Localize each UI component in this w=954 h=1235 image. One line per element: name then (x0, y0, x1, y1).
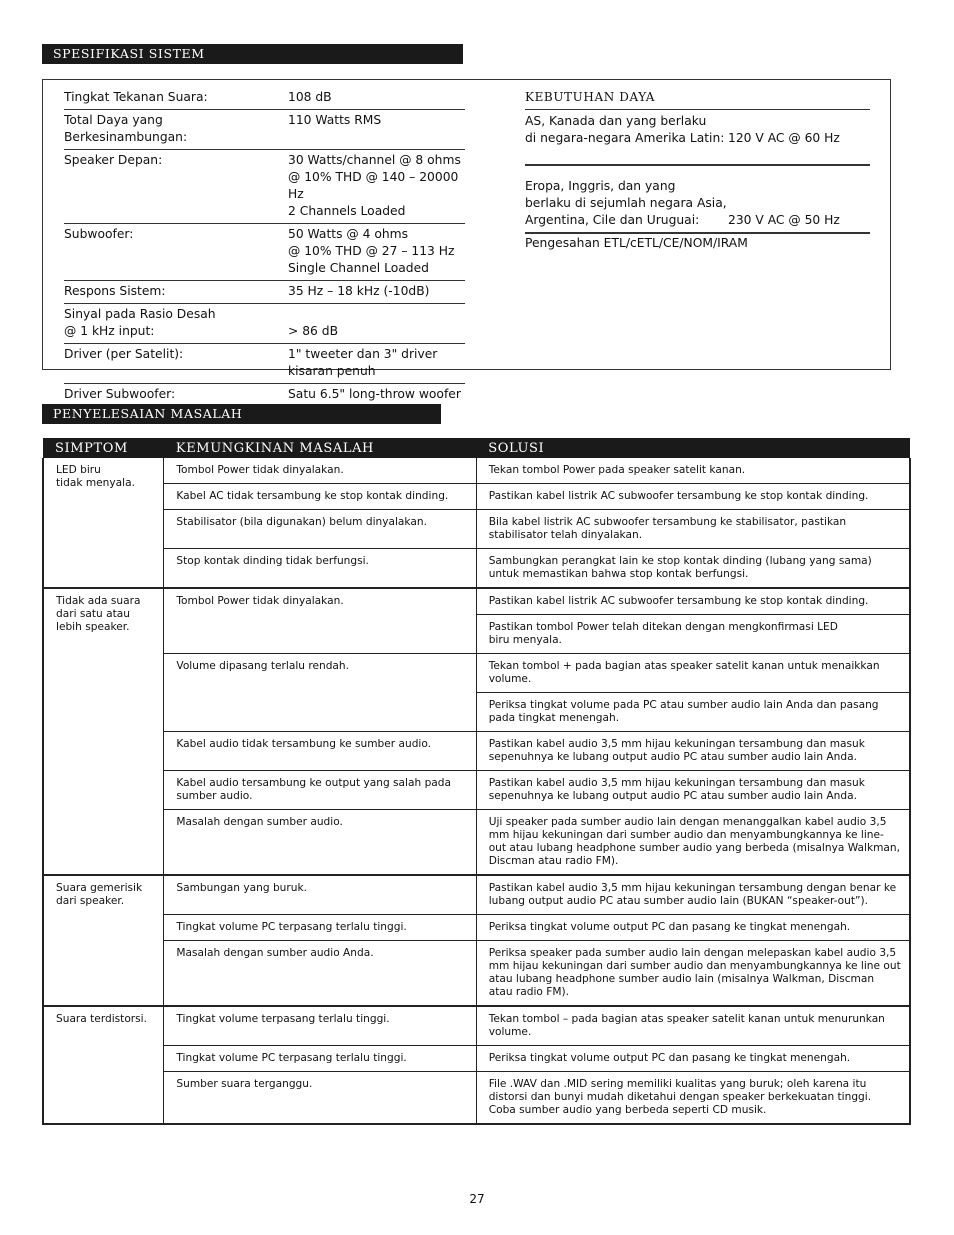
problem-cell: Tombol Power tidak dinyalakan. (164, 588, 476, 654)
spec-row (64, 150, 465, 224)
solution-cell: Pastikan kabel audio 3,5 mm hijau kekuningan tersambung dan masuk sepenuhnya ke lubang output audio PC atau sumber audio lain Anda. (476, 771, 910, 810)
spec-value: 35 Hz – 18 kHz (-10dB) (288, 284, 430, 298)
spec-value: Satu 6.5" long-throw woofer (288, 387, 461, 401)
problem-cell: Tingkat volume PC terpasang terlalu tinggi. (164, 915, 476, 941)
solution-cell: File .WAV dan .MID sering memiliki kualitas yang buruk; oleh karena itu distorsi dan bunyi mudah diketahui dengan speaker berkekuatan tinggi. Coba sumber audio yang berbeda seperti CD musik. (476, 1072, 910, 1125)
spec-value: 110 Watts RMS (288, 113, 382, 127)
power-requirements (525, 88, 870, 252)
troubleshoot-row (43, 915, 910, 941)
troubleshoot-row (43, 941, 910, 1007)
solution-cell: Sambungkan perangkat lain ke stop kontak dinding (lubang yang sama) untuk memastikan bahwa stop kontak berfungsi. (476, 549, 910, 589)
problem-cell: Volume dipasang terlalu rendah. (164, 654, 476, 732)
troubleshoot-row (43, 1006, 910, 1046)
solution-cell: Periksa speaker pada sumber audio lain dengan melepaskan kabel audio 3,5 mm hijau kekuningan dari sumber audio dan menyambungkannya ke line out atau lubang headphone sumber audio lain (misalnya Walkman, Discman atau radio FM). (476, 941, 910, 1007)
problem-cell: Tombol Power tidak dinyalakan. (164, 458, 476, 484)
spec-row (64, 87, 465, 110)
symptom-cell: LED biru tidak menyala. (43, 458, 164, 588)
troubleshoot-row (43, 771, 910, 810)
troubleshoot-row (43, 654, 910, 693)
power-group-americas-value: 120 V AC @ 60 Hz (728, 131, 840, 145)
column-header-solution: SOLUSI (476, 438, 910, 458)
symptom-cell: Suara gemerisik dari speaker. (43, 875, 164, 1006)
problem-cell: Kabel audio tidak tersambung ke sumber audio. (164, 732, 476, 771)
spec-row (64, 304, 465, 344)
page-number: 27 (469, 1192, 485, 1206)
spec-label: Tingkat Tekanan Suara: (64, 90, 208, 104)
spec-value: 30 Watts/channel @ 8 ohms @ 10% THD @ 140 – 20000 Hz 2 Channels Loaded (288, 153, 461, 218)
troubleshoot-row (43, 484, 910, 510)
solution-cell: Periksa tingkat volume output PC dan pasang ke tingkat menengah. (476, 1046, 910, 1072)
power-group-europe-value: 230 V AC @ 50 Hz (728, 213, 840, 227)
spec-row (64, 224, 465, 281)
problem-cell: Stop kontak dinding tidak berfungsi. (164, 549, 476, 589)
troubleshoot-row (43, 1046, 910, 1072)
spec-label: Total Daya yang Berkesinambungan: (64, 113, 188, 144)
problem-cell: Sumber suara terganggu. (164, 1072, 476, 1125)
power-group-americas (525, 110, 870, 166)
spec-value: 1" tweeter dan 3" driver kisaran penuh (288, 347, 438, 378)
spec-label: Subwoofer: (64, 227, 134, 241)
column-header-problem: KEMUNGKINAN MASALAH (164, 438, 476, 458)
solution-cell: Tekan tombol – pada bagian atas speaker satelit kanan untuk menurunkan volume. (476, 1006, 910, 1046)
solution-cell: Pastikan tombol Power telah ditekan dengan mengkonfirmasi LED biru menyala. (476, 615, 910, 654)
solution-cell: Tekan tombol Power pada speaker satelit kanan. (476, 458, 910, 484)
symptom-cell: Tidak ada suara dari satu atau lebih speaker. (43, 588, 164, 875)
troubleshoot-row (43, 1072, 910, 1125)
spec-row (64, 344, 465, 384)
problem-cell: Masalah dengan sumber audio. (164, 810, 476, 876)
symptom-cell: Suara terdistorsi. (43, 1006, 164, 1124)
spec-table (64, 87, 465, 406)
problem-cell: Tingkat volume terpasang terlalu tinggi. (164, 1006, 476, 1046)
troubleshoot-row (43, 732, 910, 771)
solution-cell: Periksa tingkat volume output PC dan pasang ke tingkat menengah. (476, 915, 910, 941)
spec-section-title: SPESIFIKASI SISTEM (42, 44, 463, 64)
power-group-europe (525, 166, 870, 234)
problem-cell: Masalah dengan sumber audio Anda. (164, 941, 476, 1007)
problem-cell: Stabilisator (bila digunakan) belum dinyalakan. (164, 510, 476, 549)
troubleshoot-row (43, 875, 910, 915)
power-group-europe-text: Eropa, Inggris, dan yang berlaku di sejumlah negara Asia, Argentina, Cile dan Uruguai: (525, 179, 727, 227)
solution-cell: Pastikan kabel listrik AC subwoofer tersambung ke stop kontak dinding. (476, 484, 910, 510)
spec-label: Driver Subwoofer: (64, 387, 176, 401)
solution-cell: Pastikan kabel audio 3,5 mm hijau kekuningan tersambung dan masuk sepenuhnya ke lubang output audio PC atau sumber audio lain Anda. (476, 732, 910, 771)
power-group-americas-text: AS, Kanada dan yang berlaku di negara-negara Amerika Latin: (525, 114, 725, 145)
troubleshoot-table (42, 438, 911, 1125)
power-title: KEBUTUHAN DAYA (525, 88, 870, 110)
troubleshoot-section-title: PENYELESAIAN MASALAH (42, 404, 441, 424)
column-header-symptom: SIMPTOM (43, 438, 164, 458)
problem-cell: Kabel AC tidak tersambung ke stop kontak dinding. (164, 484, 476, 510)
problem-cell: Sambungan yang buruk. (164, 875, 476, 915)
spec-label: Respons Sistem: (64, 284, 166, 298)
problem-cell: Tingkat volume PC terpasang terlalu tinggi. (164, 1046, 476, 1072)
problem-cell: Kabel audio tersambung ke output yang salah pada sumber audio. (164, 771, 476, 810)
solution-cell: Tekan tombol + pada bagian atas speaker satelit kanan untuk menaikkan volume. (476, 654, 910, 693)
spec-label: Sinyal pada Rasio Desah @ 1 kHz input: (64, 307, 216, 338)
spec-row (64, 110, 465, 150)
spec-row (64, 281, 465, 304)
troubleshoot-row (43, 549, 910, 589)
solution-cell: Pastikan kabel listrik AC subwoofer tersambung ke stop kontak dinding. (476, 588, 910, 615)
spec-value: 50 Watts @ 4 ohms @ 10% THD @ 27 – 113 Hz Single Channel Loaded (288, 227, 455, 275)
spec-value: > 86 dB (288, 324, 339, 338)
solution-cell: Bila kabel listrik AC subwoofer tersambung ke stabilisator, pastikan stabilisator telah dinyalakan. (476, 510, 910, 549)
solution-cell: Pastikan kabel audio 3,5 mm hijau kekuningan tersambung dengan benar ke lubang output audio PC atau sumber audio lain (BUKAN “speaker-out”). (476, 875, 910, 915)
spec-label: Speaker Depan: (64, 153, 163, 167)
solution-cell: Uji speaker pada sumber audio lain dengan menanggalkan kabel audio 3,5 mm hijau kekuningan dari sumber audio dan menyambungkannya ke line-out atau lubang headphone sumber audio yang berbeda (misalnya Walkman, Discman atau radio FM). (476, 810, 910, 876)
troubleshoot-row (43, 588, 910, 615)
troubleshoot-row (43, 458, 910, 484)
spec-value: 108 dB (288, 90, 332, 104)
spec-row (64, 384, 465, 407)
solution-cell: Periksa tingkat volume pada PC atau sumber audio lain Anda dan pasang pada tingkat menengah. (476, 693, 910, 732)
troubleshoot-row (43, 510, 910, 549)
power-approvals: Pengesahan ETL/cETL/CE/NOM/IRAM (525, 236, 748, 250)
troubleshoot-row (43, 810, 910, 876)
spec-label: Driver (per Satelit): (64, 347, 184, 361)
